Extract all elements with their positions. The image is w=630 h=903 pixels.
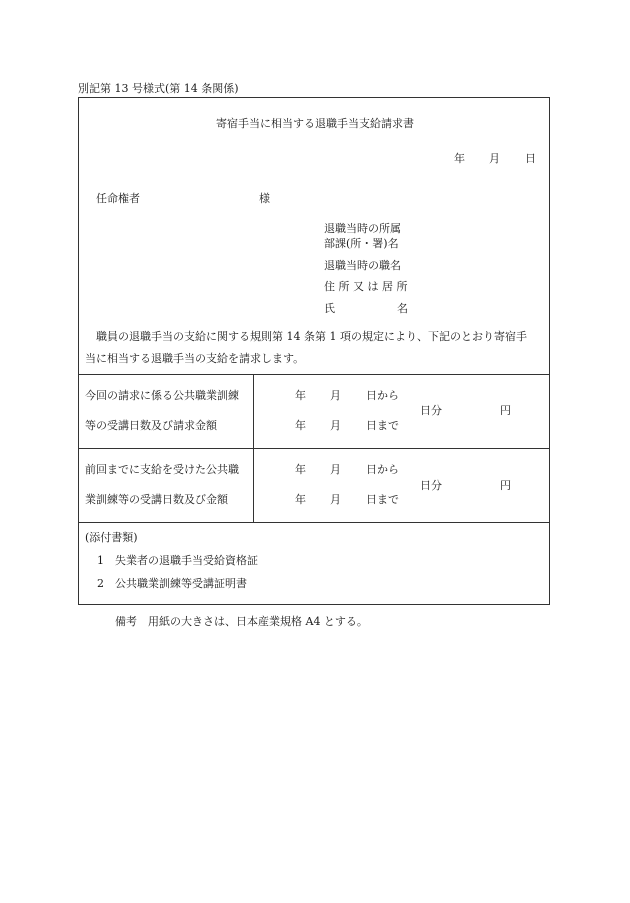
row2-to-month: 月 xyxy=(330,493,341,506)
row1-label-line-1: 今回の請求に係る公共職業訓練 xyxy=(85,389,239,402)
form-number-note: 別記第 13 号様式(第 14 条関係) xyxy=(78,82,239,95)
attachment-1-number: 1 xyxy=(97,554,104,567)
row1-to-year: 年 xyxy=(295,419,306,432)
remarks-label: 備考 xyxy=(115,615,137,628)
form-title: 寄宿手当に相当する退職手当支給請求書 xyxy=(216,117,414,130)
applicant-position-label: 退職当時の職名 xyxy=(324,259,401,272)
row2-from-year: 年 xyxy=(295,463,306,476)
table-bottom-rule xyxy=(78,522,550,523)
row1-days-unit: 日分 xyxy=(420,404,442,417)
addressee-honorific: 様 xyxy=(259,192,270,205)
row2-label-line-1: 前回までに支給を受けた公共職 xyxy=(85,463,239,476)
applicant-address-label: 住 所 又 は 居 所 xyxy=(324,280,408,293)
row1-to-month: 月 xyxy=(330,419,341,432)
date-month-label: 月 xyxy=(489,152,500,165)
request-statement-line-2: 当に相当する退職手当の支給を請求します。 xyxy=(85,352,305,365)
row1-from-year: 年 xyxy=(295,389,306,402)
row1-yen-unit: 円 xyxy=(500,404,511,417)
date-year-label: 年 xyxy=(454,152,465,165)
remarks-text: 用紙の大きさは、日本産業規格 A4 とする。 xyxy=(148,615,368,628)
attachment-1-text: 失業者の退職手当受給資格証 xyxy=(115,554,258,567)
row1-label-line-2: 等の受講日数及び請求金額 xyxy=(85,419,217,432)
table-top-rule xyxy=(78,374,550,375)
attachment-2-text: 公共職業訓練等受講証明書 xyxy=(115,577,247,590)
applicant-dept-label-1: 退職当時の所属 xyxy=(324,222,401,235)
addressee-label: 任命権者 xyxy=(96,192,140,205)
request-statement-line-1: 職員の退職手当の支給に関する規則第 14 条第 1 項の規定により、下記のとおり寄宿手 xyxy=(96,330,527,343)
applicant-dept-label-2: 部課(所・署)名 xyxy=(324,237,399,250)
row2-yen-unit: 円 xyxy=(500,479,511,492)
row1-to-day: 日まで xyxy=(366,419,399,432)
row2-from-month: 月 xyxy=(330,463,341,476)
table-column-divider xyxy=(253,374,254,522)
attachment-2-number: 2 xyxy=(97,577,104,590)
row1-from-month: 月 xyxy=(330,389,341,402)
applicant-name-label-2: 名 xyxy=(397,302,408,315)
applicant-name-label-1: 氏 xyxy=(324,302,335,315)
attachments-heading: (添付書類) xyxy=(85,531,138,544)
table-middle-rule xyxy=(78,448,550,449)
row2-from-day: 日から xyxy=(366,463,399,476)
row2-to-day: 日まで xyxy=(366,493,399,506)
row2-label-line-2: 業訓練等の受講日数及び金額 xyxy=(85,493,228,506)
row2-days-unit: 日分 xyxy=(420,479,442,492)
row1-from-day: 日から xyxy=(366,389,399,402)
row2-to-year: 年 xyxy=(295,493,306,506)
date-day-label: 日 xyxy=(525,152,536,165)
